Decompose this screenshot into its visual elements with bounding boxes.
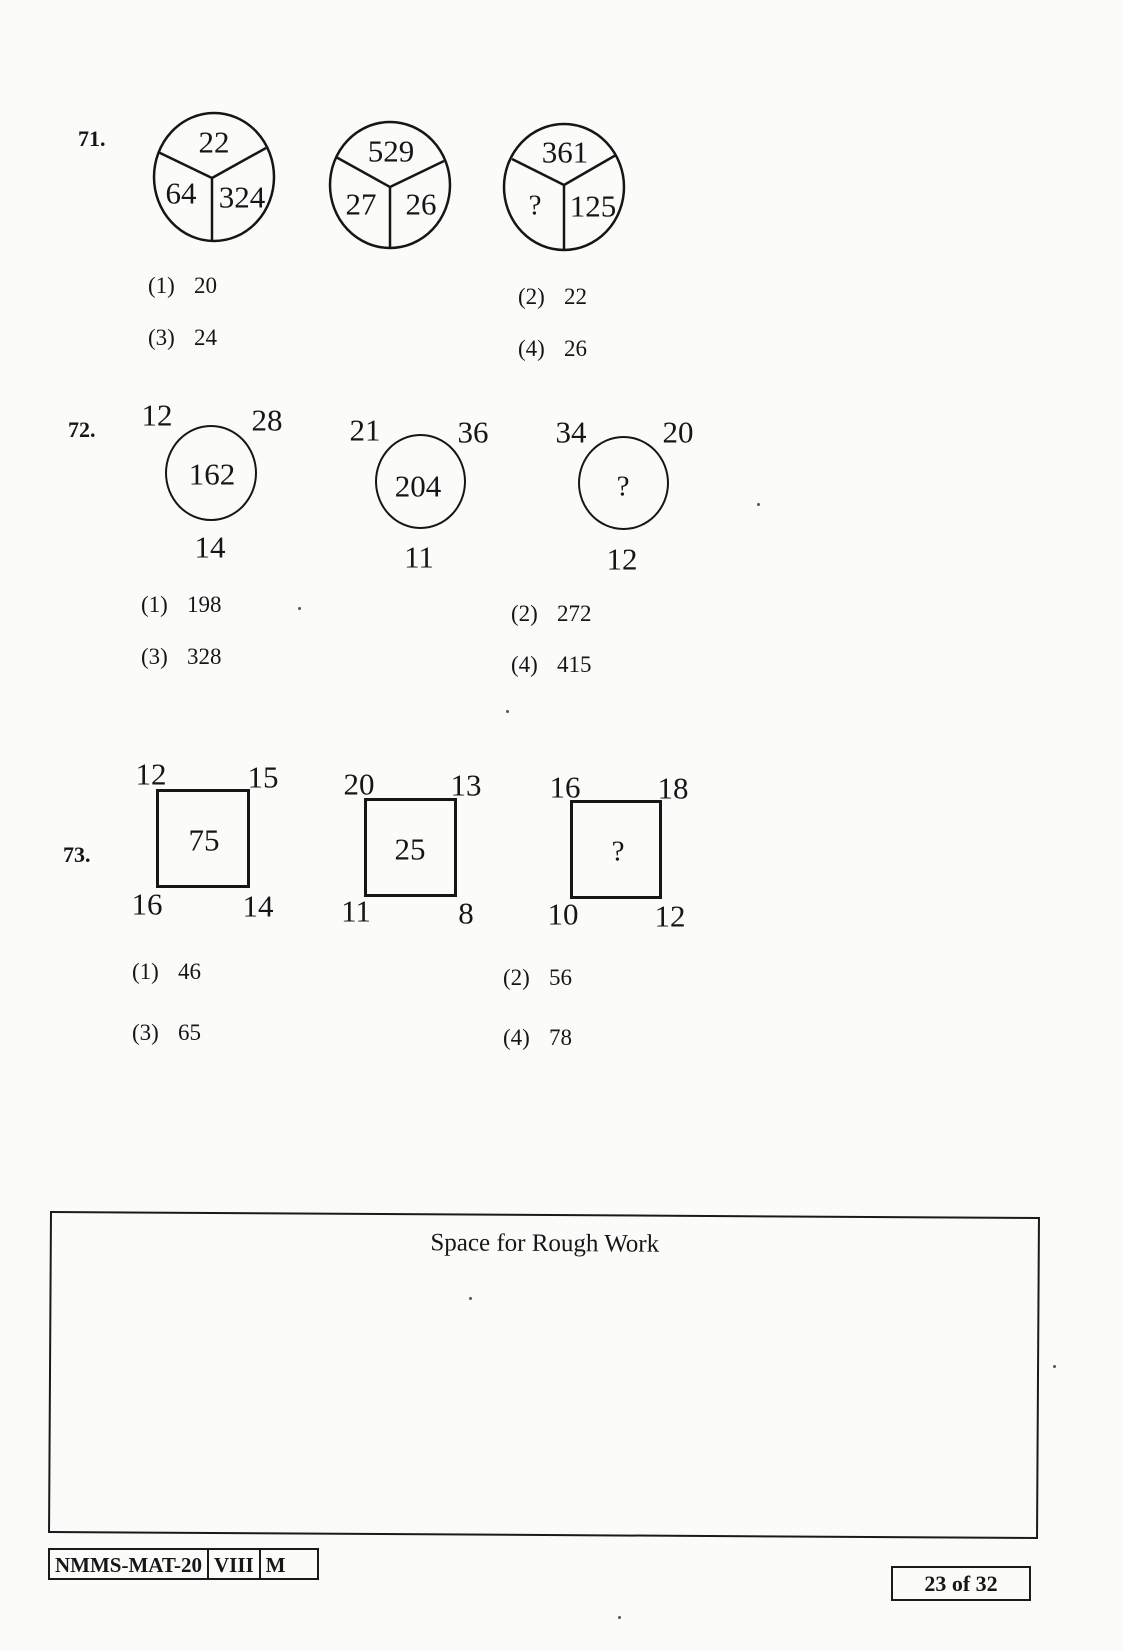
q71-fig1-left: 64 xyxy=(165,175,197,211)
q73-fig1-top-right: 15 xyxy=(247,759,279,795)
page-number: 23 of 32 xyxy=(891,1566,1031,1601)
q73-option-4[interactable] xyxy=(503,1025,572,1051)
q72-fig1-bottom: 14 xyxy=(194,529,226,565)
q71-option-2[interactable] xyxy=(518,284,587,310)
scan-speck xyxy=(1053,1365,1056,1368)
q71-option-1[interactable] xyxy=(148,273,217,299)
q72-fig2-center: 204 xyxy=(394,468,442,504)
rough-work-box xyxy=(48,1211,1040,1539)
q71-fig1-right: 324 xyxy=(218,179,266,215)
q72-option-1[interactable] xyxy=(141,592,222,618)
option-value: 78 xyxy=(549,1025,572,1050)
q72-fig3-top-left: 34 xyxy=(555,414,587,450)
q73-option-2[interactable] xyxy=(503,965,572,991)
scan-speck xyxy=(298,607,301,610)
question-71-number: 71. xyxy=(78,126,106,151)
q73-fig1-bottom-right: 14 xyxy=(242,888,274,924)
paper-code: NMMS-MAT-20 xyxy=(50,1550,209,1578)
q72-fig3-center: ? xyxy=(616,470,630,503)
q72-fig1-center: 162 xyxy=(188,456,236,492)
scan-speck xyxy=(469,1297,472,1300)
option-number: (4) xyxy=(518,336,545,361)
q73-fig2-bottom-right: 8 xyxy=(458,895,474,931)
option-value: 46 xyxy=(178,959,201,984)
q72-option-3[interactable] xyxy=(141,644,222,670)
option-number: (3) xyxy=(141,644,168,669)
q72-fig1-top-right: 28 xyxy=(251,402,283,438)
q72-fig1-top-left: 12 xyxy=(141,397,173,433)
medium-label: M xyxy=(265,1553,286,1577)
q71-option-4[interactable] xyxy=(518,336,587,362)
scan-speck xyxy=(506,710,509,713)
q72-fig2-bottom: 11 xyxy=(404,539,434,575)
q71-fig2-right: 26 xyxy=(405,186,437,222)
option-number: (2) xyxy=(518,284,545,309)
q71-fig3-top: 361 xyxy=(541,134,589,170)
option-value: 56 xyxy=(549,965,572,990)
q73-option-1[interactable] xyxy=(132,959,201,985)
rough-work-title: Space for Rough Work xyxy=(430,1229,660,1258)
option-number: (1) xyxy=(141,592,168,617)
q73-fig3-bottom-left: 10 xyxy=(547,896,579,932)
q72-option-2[interactable] xyxy=(511,601,592,627)
q72-fig2-top-right: 36 xyxy=(457,414,489,450)
option-value: 198 xyxy=(187,592,222,617)
q73-fig3-center: ? xyxy=(611,835,625,868)
option-number: (2) xyxy=(511,601,538,626)
q73-fig3-bottom-right: 12 xyxy=(654,898,686,934)
option-number: (2) xyxy=(503,965,530,990)
option-number: (1) xyxy=(148,273,175,298)
scan-speck xyxy=(757,503,760,506)
paper-code-box xyxy=(48,1548,319,1580)
q73-fig1-bottom-left: 16 xyxy=(131,886,163,922)
q73-fig3-top-right: 18 xyxy=(657,770,689,806)
option-value: 415 xyxy=(557,652,592,677)
question-72-number: 72. xyxy=(68,417,96,442)
q73-fig2-center: 25 xyxy=(394,831,426,867)
question-73-number: 73. xyxy=(63,842,91,867)
option-value: 272 xyxy=(557,601,592,626)
q72-option-4[interactable] xyxy=(511,652,592,678)
q72-fig3-bottom: 12 xyxy=(606,541,638,577)
option-number: (3) xyxy=(148,325,175,350)
option-number: (4) xyxy=(511,652,538,677)
option-value: 65 xyxy=(178,1020,201,1045)
option-value: 20 xyxy=(194,273,217,298)
option-number: (4) xyxy=(503,1025,530,1050)
option-number: (1) xyxy=(132,959,159,984)
q73-fig2-top-right: 13 xyxy=(450,767,482,803)
q73-fig2-bottom-left: 11 xyxy=(341,893,371,929)
q71-fig2-top: 529 xyxy=(367,133,415,169)
q73-fig1-center: 75 xyxy=(188,822,220,858)
option-value: 24 xyxy=(194,325,217,350)
q73-fig2-top-left: 20 xyxy=(343,766,375,802)
option-value: 22 xyxy=(564,284,587,309)
q71-fig3-right: 125 xyxy=(569,188,617,224)
q72-fig2-top-left: 21 xyxy=(349,412,381,448)
q71-option-3[interactable] xyxy=(148,325,217,351)
q71-fig1-top: 22 xyxy=(198,124,230,160)
q71-fig3-left: ? xyxy=(528,189,542,222)
class-label: VIII xyxy=(209,1550,261,1578)
q73-fig1-top-left: 12 xyxy=(135,756,167,792)
scan-speck xyxy=(618,1616,621,1619)
q72-fig3-top-right: 20 xyxy=(662,414,694,450)
q73-fig3-top-left: 16 xyxy=(549,769,581,805)
option-number: (3) xyxy=(132,1020,159,1045)
q73-option-3[interactable] xyxy=(132,1020,201,1046)
option-value: 26 xyxy=(564,336,587,361)
option-value: 328 xyxy=(187,644,222,669)
q71-fig2-left: 27 xyxy=(345,186,377,222)
